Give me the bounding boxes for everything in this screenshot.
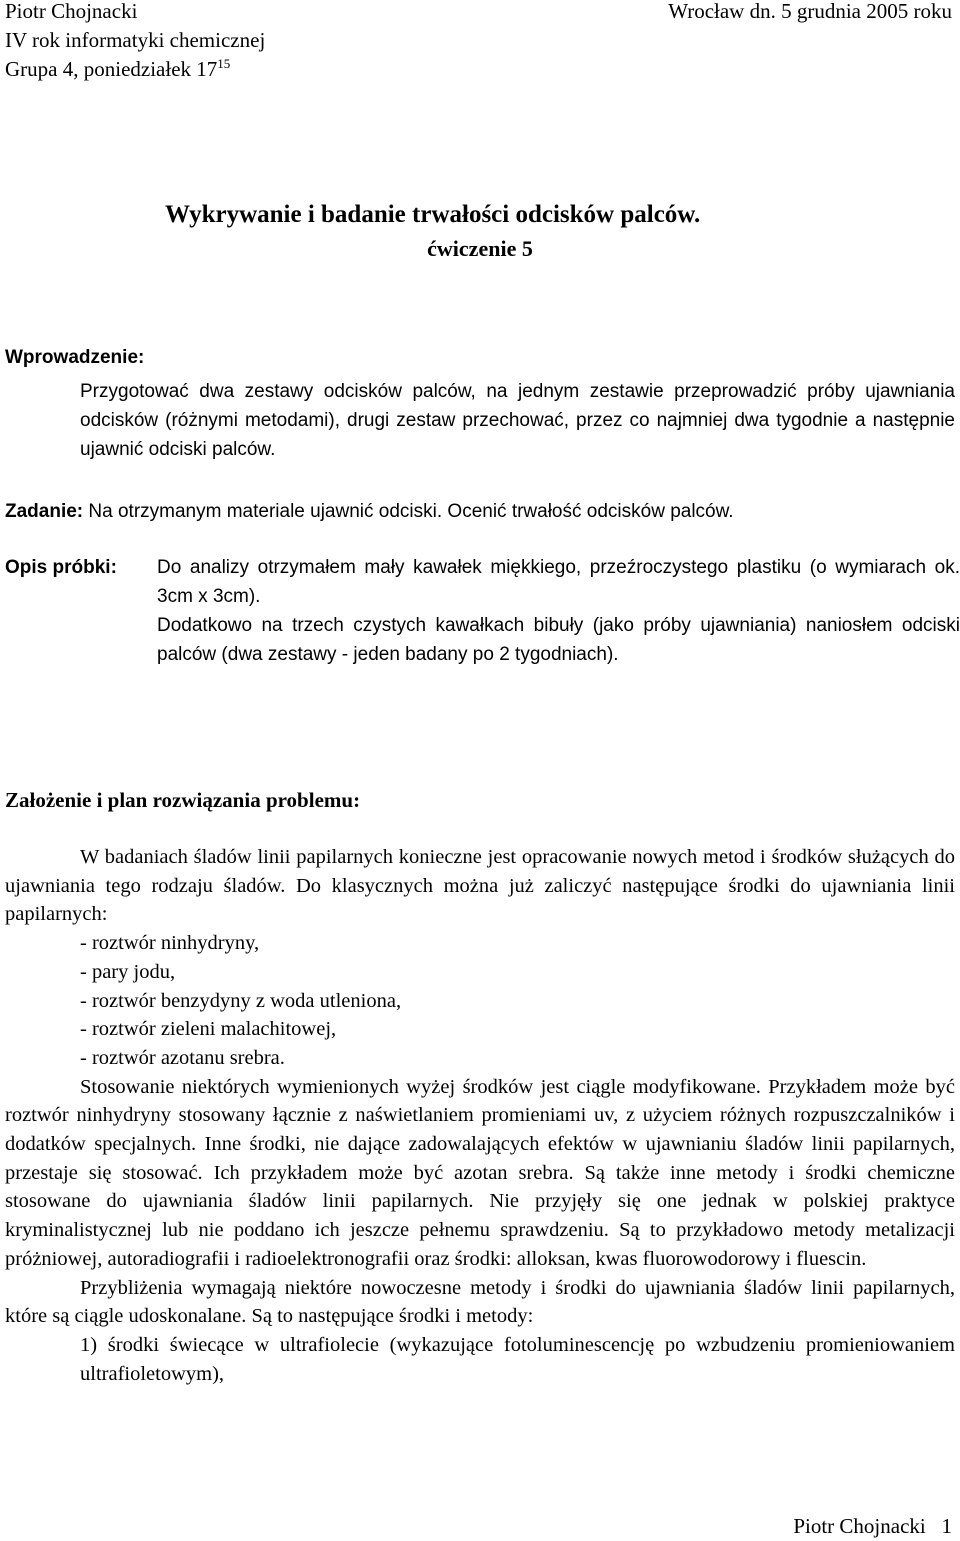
list-item: - pary jodu,: [80, 960, 176, 983]
plan-heading: Założenie i plan rozwiązania problemu:: [5, 788, 361, 812]
sample-label: Opis próbki:: [5, 557, 117, 578]
task-text: Na otrzymanym materiale ujawnić odciski. Ocenić trwałość odcisków palców.: [83, 501, 734, 522]
intro-body: Przygotować dwa zestawy odcisków palców, na jednym zestawie przeprowadzić próby ujawniania odcisków (różnymi metodami), drugi zestaw przechować, przez co najmniej dwa tygodnie a następnie ujawnić odciski palców.: [80, 381, 955, 460]
page-footer: [793, 1512, 952, 1541]
document-title: Wykrywanie i badanie trwałości odcisków palców.: [165, 201, 701, 228]
list-item: - roztwór azotanu srebra.: [80, 1046, 285, 1069]
course-name: IV rok informatyki chemicznej: [5, 28, 266, 52]
header-info: [5, 0, 265, 84]
group-info: Grupa 4, poniedziałek $17^{15}$: [5, 56, 231, 81]
sample-text-1: Do analizy otrzymałem mały kawałek miękkiego, przeźroczystego plastiku (o wymiarach ok. 3cm x 3cm).: [157, 557, 960, 607]
sample-text-2: Dodatkowo na trzech czystych kawałkach bibuły (jako próby ujawniania) naniosłem odciski palców (dwa zestawy - jeden badany po 2 tygodniach).: [157, 615, 960, 665]
page-number: 1: [941, 1514, 952, 1538]
list-item: - roztwór benzydyny z woda utleniona,: [80, 989, 402, 1012]
group-time-superscript: 15: [217, 56, 231, 71]
document-subtitle: ćwiczenie 5: [427, 236, 533, 261]
list-item: - roztwór zieleni malachitowej,: [80, 1018, 337, 1041]
plan-paragraph-2: Stosowanie niektórych wymienionych wyżej środków jest ciągle modyfikowane. Przykładem może być roztwór ninhydryny stosowany łącznie z naświetlaniem promieniami uv, z użyciem różnych rozpuszczalników i dodatków specjalnych. Inne środki, nie dające zadowalających efektów w ujawnianiu śladów linii papilarnych, przestaje się stosować. Ich przykładem może być azotan srebra. Są także inne metody i środki chemiczne stosowane do ujawniania śladów linii papilarnych. Nie przyjęły się one jednak w polskiej praktyce kryminalistycznej lub nie poddano ich jeszcze pełnemu sprawdzeniu. Są to przykładowo metody metalizacji próżniowej, autoradiografii i radioelektronografii oraz środki: alloksan, kwas fluorowodorowy i fluescin.: [5, 1075, 955, 1270]
task-label: Zadanie:: [5, 501, 84, 522]
plan-paragraph-1: W badaniach śladów linii papilarnych konieczne jest opracowanie nowych metod i środków służących do ujawniania tego rodzaju śladów. Do klasycznych można już zaliczyć następujące środki do ujawniania linii papilarnych:: [5, 846, 955, 926]
footer-author: Piotr Chojnacki: [793, 1514, 926, 1538]
plan-body: [5, 843, 955, 1388]
place-date: Wrocław dn. 5 grudnia 2005 roku: [668, 0, 952, 23]
task-section: [5, 497, 734, 526]
intro-heading: Wprowadzenie:: [5, 347, 145, 368]
list-item: - roztwór ninhydryny,: [80, 932, 260, 955]
plan-numbered-item-1: 1) środki świecące w ultrafiolecie (wykazujące fotoluminescencję po wzbudzeniu promieniowaniem ultrafioletowym),: [80, 1333, 955, 1385]
author-name: Piotr Chojnacki: [5, 0, 138, 23]
plan-paragraph-3: Przybliżenia wymagają niektóre nowoczesne metody i środki do ujawniania śladów linii papilarnych, które są ciągle udoskonalane. Są to następujące środki i metody:: [5, 1276, 955, 1328]
